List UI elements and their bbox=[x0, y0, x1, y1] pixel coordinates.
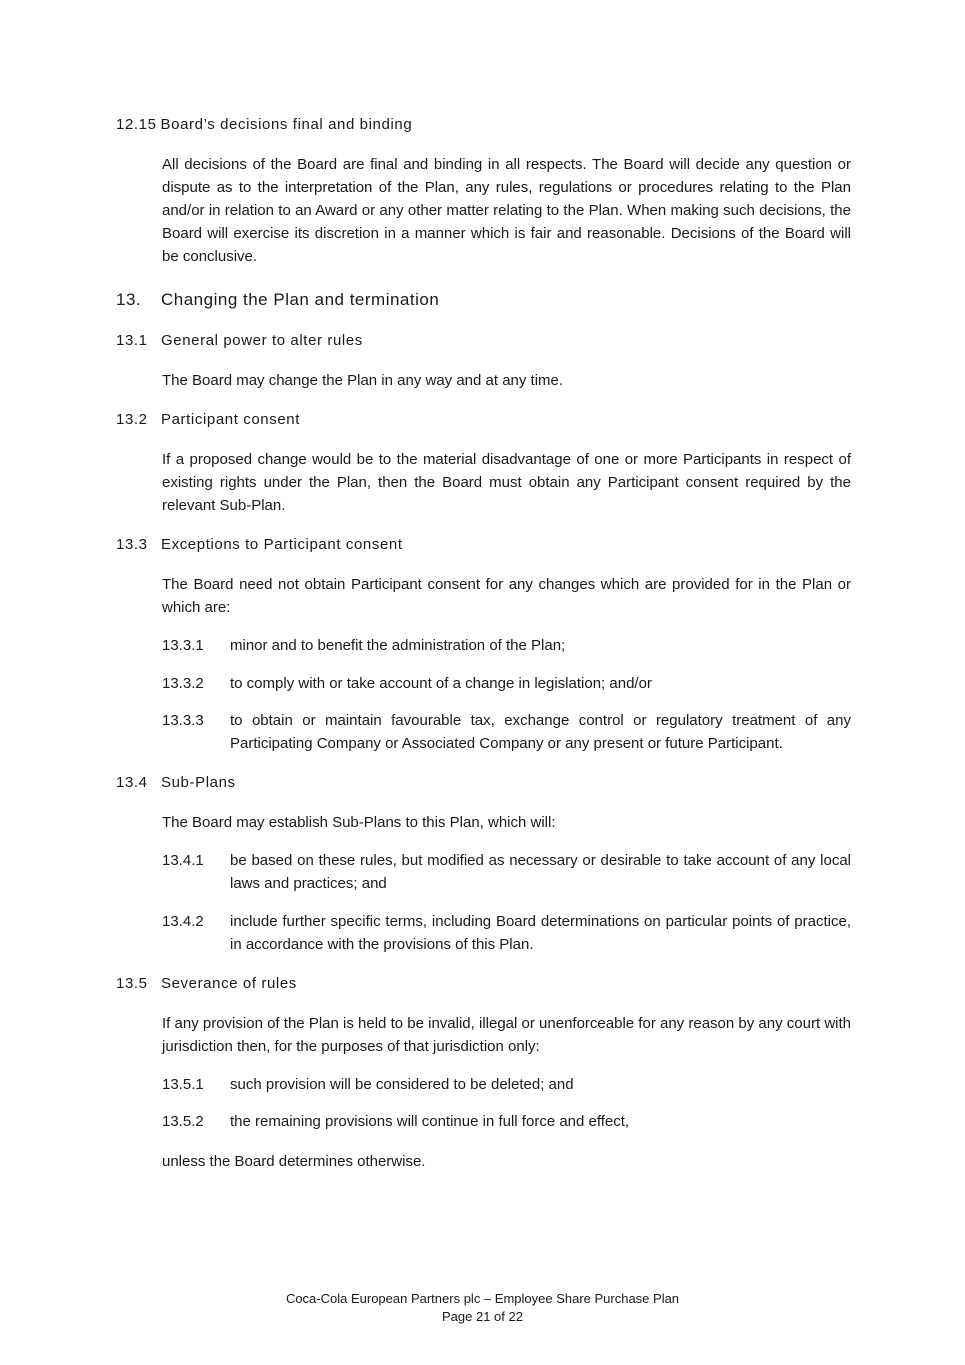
section-number: 13.1 bbox=[116, 332, 148, 349]
list-item bbox=[162, 634, 851, 657]
list-item bbox=[162, 709, 851, 755]
list-item-text: minor and to benefit the administration of the Plan; bbox=[230, 637, 566, 654]
footer-title: Coca-Cola European Partners plc – Employee Share Purchase Plan bbox=[285, 1291, 680, 1306]
section-body-12-15: All decisions of the Board are final and binding in all respects. The Board will decide any question or dispute as to the interpretation of the Plan, any rules, regulations or procedures relating to the Plan and/or in relation to an Award or any other matter relating to the Plan. When making such decisions, the Board will exercise its discretion in a manner which is fair and reasonable. Decisions of the Board will be conclusive. bbox=[162, 156, 851, 265]
list-item-number: 13.4.1 bbox=[162, 852, 204, 869]
list-item-number: 13.3.2 bbox=[162, 675, 204, 692]
list-item-text: be based on these rules, but modified as necessary or desirable to take account of any local laws and practices; and bbox=[230, 852, 851, 892]
section-number: 13.4 bbox=[116, 774, 148, 791]
section-heading-13-5 bbox=[116, 975, 297, 992]
list-item-text: to obtain or maintain favourable tax, exchange control or regulatory treatment of any Participating Company or Associated Company or any present or future Participant. bbox=[230, 712, 851, 752]
list-item-number: 13.5.1 bbox=[162, 1076, 204, 1093]
list-item-number: 13.3.1 bbox=[162, 637, 204, 654]
section-title: Sub-Plans bbox=[161, 774, 236, 791]
section-body-13-4: The Board may establish Sub-Plans to this Plan, which will: bbox=[162, 814, 556, 831]
section-heading-13-1 bbox=[116, 332, 363, 349]
list-item-number: 13.5.2 bbox=[162, 1113, 204, 1130]
list-item-text: include further specific terms, including Board determinations on particular points of practice, in accordance with the provisions of this Plan. bbox=[230, 913, 851, 953]
section-heading-13-2 bbox=[116, 411, 300, 428]
section-body-13-3: The Board need not obtain Participant consent for any changes which are provided for in the Plan or which are: bbox=[162, 576, 851, 616]
section-number: 13.3 bbox=[116, 536, 148, 553]
list-item bbox=[162, 1073, 851, 1096]
section-title: Participant consent bbox=[161, 411, 300, 428]
section-body-13-2: If a proposed change would be to the material disadvantage of one or more Participants in respect of existing rights under the Plan, then the Board must obtain any Participant consent required by the relevant Sub-Plan. bbox=[162, 451, 851, 514]
list-item-number: 13.3.3 bbox=[162, 712, 204, 729]
page-number: Page 21 of 22 bbox=[442, 1309, 523, 1324]
list-item-number: 13.4.2 bbox=[162, 913, 204, 930]
section-number: 13.2 bbox=[116, 411, 148, 428]
section-number: 12.15 bbox=[116, 116, 157, 133]
list-item bbox=[162, 1110, 851, 1133]
section-number: 13. bbox=[116, 290, 142, 309]
closing-text: unless the Board determines otherwise. bbox=[162, 1153, 426, 1170]
list-item bbox=[162, 849, 851, 895]
section-heading-13-3 bbox=[116, 536, 403, 553]
section-title: Changing the Plan and termination bbox=[161, 290, 440, 309]
list-item-text: the remaining provisions will continue in full force and effect, bbox=[230, 1113, 630, 1130]
list-item bbox=[162, 672, 851, 695]
section-heading-13 bbox=[116, 290, 440, 310]
section-heading-12-15 bbox=[116, 116, 412, 133]
section-heading-13-4 bbox=[116, 774, 236, 791]
list-item-text: to comply with or take account of a change in legislation; and/or bbox=[230, 675, 652, 692]
section-body-13-1: The Board may change the Plan in any way and at any time. bbox=[162, 372, 564, 389]
section-title: Board’s decisions final and binding bbox=[160, 116, 413, 133]
section-body-13-5: If any provision of the Plan is held to be invalid, illegal or unenforceable for any reason by any court with jurisdiction then, for the purposes of that jurisdiction only: bbox=[162, 1015, 851, 1055]
section-number: 13.5 bbox=[116, 975, 148, 992]
section-title: Exceptions to Participant consent bbox=[161, 536, 403, 553]
list-item bbox=[162, 910, 851, 956]
section-title: General power to alter rules bbox=[161, 332, 363, 349]
list-item-text: such provision will be considered to be deleted; and bbox=[230, 1076, 574, 1093]
section-title: Severance of rules bbox=[161, 975, 297, 992]
